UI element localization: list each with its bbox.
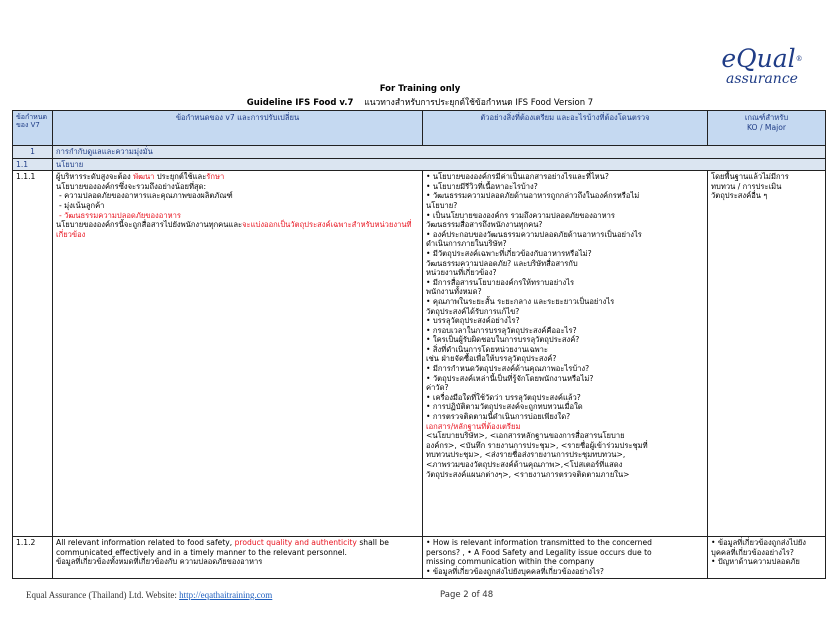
footer-company: Equal Assurance (Thailand) Ltd. Website: http://eqathaitraining.com (26, 590, 273, 600)
list-item: วัฒนธรรมความปลอดภัย? และบริษัทสื่อสารกับ (426, 258, 578, 268)
header-preparation: ตัวอย่างสิ่งที่ต้องเตรียม และอะไรบ้างที่ต้องโดนตรวจ (423, 111, 708, 146)
list-item: • การตรวจติดตามนี้ดำเนินการบ่อยเพียงใด? (426, 412, 571, 422)
document-title-guideline: Guideline IFS Food v.7 แนวทางสำหรับการประยุกต์ใช้ข้อกำหนด IFS Food Version 7 (246, 98, 594, 108)
ko-major-criteria: โดยพื้นฐานแล้วไม่มีการ ทบทวน / การประเมิน วัตถุประสงค์อื่น ๆ (708, 171, 826, 537)
section-label: นโยบาย (53, 158, 826, 171)
list-item: หน่วยงานที่เกี่ยวข้อง? (426, 268, 497, 278)
list-item: องค์กร>, <บันทึก รายงานการประชุม>, <รายชื่อผู้เข้าร่วมประชุมที่ (426, 440, 648, 450)
list-item: • องค์ประกอบของวัฒนธรรมความปลอดภัยด้านอาหารเป็นอย่างไร (426, 229, 642, 239)
list-item: ค่าวัด? (426, 383, 449, 393)
list-item: พนักงานทั้งหมด? (426, 287, 482, 297)
clause-number: 1.1.1 (13, 171, 53, 537)
list-item: • ใครเป็นผู้รับผิดชอบในการบรรลุวัตถุประสงค์? (426, 335, 580, 345)
list-item: persons? , • A Food Safety and Legality issue occurs due to (426, 547, 652, 557)
requirement-text: ผู้บริหารระดับสูงจะต้อง พัฒนา ประยุกต์ใช้และรักษา นโยบายขององค์กรซึ่งจะรวมถึงอย่างน้อยที่สุด: - ความปลอดภัยของอาหารและคุณภาพของผลิตภัณฑ์ - มุ่งเน้นลูกค้า - วัฒนธรรมความปลอดภัยของอาหาร นโยบายขององค์กรนี้จะถูกสื่อสารไปยังพนักงานทุกคนและจะแบ่งออกเป็นวัตถุประสงค์เฉพาะสำหรับหน่วยงานที่เกี่ยวข้อง (53, 171, 423, 537)
ko-major-criteria: • ข้อมูลที่เกี่ยวข้องถูกส่งไปยัง บุคคลที่เกี่ยวข้องอย่างไร? • ปัญหาด้านความปลอดภัย (708, 537, 826, 578)
document-title-training: For Training only (379, 84, 461, 94)
list-item: • กรอบเวลาในการบรรลุวัตถุประสงค์คืออะไร? (426, 325, 577, 335)
logo-main-text: eQual® (721, 44, 803, 73)
list-item: • เครื่องมือใดที่ใช้วัดว่า บรรลุวัตถุประสงค์แล้ว? (426, 392, 581, 402)
requirements-table (12, 110, 826, 579)
list-item: • การปฏิบัติตามวัตถุประสงค์จะถูกทบทวนเมื่อใด (426, 402, 583, 412)
table-row (13, 537, 826, 578)
section-row (13, 146, 826, 159)
list-item: วัตถุประสงค์ได้รับการแก้ไข? (426, 306, 520, 316)
list-item: เช่น ฝ่ายจัดซื้อเพื่อให้บรรลุวัตถุประสงค์? (426, 354, 557, 364)
list-item: • เป็นนโยบายขององค์กร รวมถึงความปลอดภัยของอาหาร (426, 210, 615, 220)
header-ko-major: เกณฑ์สำหรับ KO / Major (708, 111, 826, 146)
list-item: <นโยบายบริษัท>, <เอกสารหลักฐานของการสื่อสารนโยบาย (426, 431, 625, 441)
list-item: • มีการกำหนดวัตถุประสงค์ด้านคุณภาพอะไรบ้าง? (426, 364, 590, 374)
list-item: • วัฒนธรรมความปลอดภัยด้านอาหารถูกกล่าวถึงในองค์กรหรือไม่ (426, 191, 640, 201)
list-item: วัตถุประสงค์แผนกต่างๆ>, <รายงานการตรวจติดตามภายใน> (426, 469, 630, 479)
preparation-list (423, 537, 708, 578)
list-item: ดำเนินการภายในบริษัท? (426, 239, 507, 249)
list-item: • วัตถุประสงค์เหล่านี้เป็นที่รู้จักโดยพนักงานหรือไม่? (426, 373, 594, 383)
list-item: • คุณภาพในระยะสั้น ระยะกลาง และระยะยาวเป็นอย่างไร (426, 296, 615, 306)
list-item: • นโยบายขององค์กรมีค่าเป็นเอกสารอย่างไรและที่ไหน? (426, 172, 609, 182)
header-clause-number: ข้อกำหนด ของ V7 (13, 111, 53, 146)
table-row (13, 171, 826, 537)
list-item: • สิ่งที่ดำเนินการโดยหน่วยงานเฉพาะ (426, 344, 549, 354)
requirement-text: All relevant information related to food safety, product quality and authenticity shall be communicated effectively and in a timely manner to the relevant personnel. ข้อมูลที่เกี่ยวข้องทั้งหมดที่เกี่ยวข้องกับ ความปลอดภัยของอาหาร (53, 537, 423, 578)
website-link[interactable]: http://eqathaitraining.com (179, 590, 273, 600)
list-item: • บรรลุวัตถุประสงค์อย่างไร? (426, 316, 520, 326)
list-item: ทบทวนประชุม>, <ส่งรายชื่อส่งรายงานการประชุมทบทวน>, (426, 450, 626, 460)
list-item: • มีการสื่อสารนโยบายองค์กรให้ทราบอย่างไร (426, 277, 575, 287)
section-row (13, 158, 826, 171)
preparation-list (423, 171, 708, 537)
list-item: วัฒนธรรมสื่อสารถึงพนักงานทุกคน? (426, 220, 543, 230)
list-item: • นโยบายมีรีวิวที่เนื้อหาอะไรบ้าง? (426, 181, 538, 191)
table-header-row (13, 111, 826, 146)
list-item: • ข้อมูลที่เกี่ยวข้องถูกส่งไปยังบุคคลที่เกี่ยวข้องอย่างไร? (426, 566, 604, 576)
documents-heading: เอกสาร/หลักฐานที่ต้องเตรียม (426, 421, 521, 431)
logo-sub-text: assurance (726, 71, 798, 87)
section-number: 1.1 (13, 158, 53, 171)
page-number: Page 2 of 48 (440, 590, 494, 600)
list-item: <ภาพรวมของวัตถุประสงค์ด้านคุณภาพ>,<โปสเตอร์ที่แสดง (426, 460, 623, 469)
header-requirement: ข้อกำหนดของ v7 และการปรับเปลี่ยน (53, 111, 423, 146)
list-item: • How is relevant information transmitted to the concerned (426, 538, 652, 548)
section-label: การกำกับดูแลและความมุ่งมั่น (53, 146, 826, 159)
list-item: missing communication within the company (426, 557, 595, 567)
clause-number: 1.1.2 (13, 537, 53, 578)
list-item: • มีวัตถุประสงค์เฉพาะที่เกี่ยวข้องกับอาหารหรือไม่? (426, 248, 592, 258)
company-logo (712, 46, 812, 86)
list-item: นโยบาย? (426, 200, 458, 210)
section-number: 1 (13, 146, 53, 159)
